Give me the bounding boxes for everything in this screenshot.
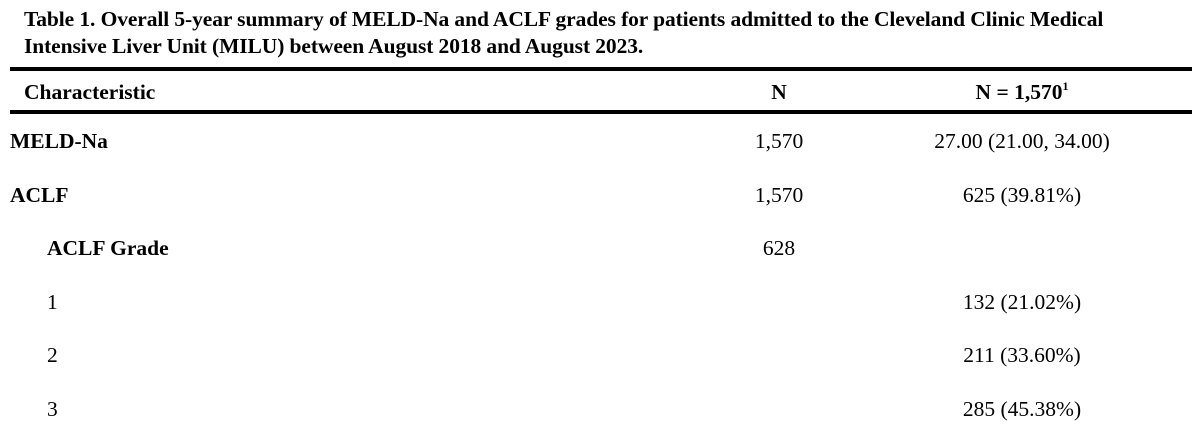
row-value-grade-3: 285 (45.38%) [962,397,1082,421]
table-caption: Table 1. Overall 5-year summary of MELD-Na and ACLF grades for patients admitted to the Cleveland Clinic Medical Intensive Liver Unit (MILU) between August 2018 and August 2023. [24,7,1104,58]
header-total [860,79,1184,105]
row-value-grade-2: 211 (33.60%) [963,343,1081,367]
row-label-aclf-grade: ACLF Grade [47,236,169,260]
row-label-grade-2: 2 [47,343,58,367]
header-characteristic: Characteristic [24,80,156,104]
row-value-aclf: 625 (39.81%) [962,183,1082,207]
table-header-rule [10,110,1192,114]
row-label-grade-3: 3 [47,397,58,421]
header-total-label: N = 1,570 [975,80,1063,104]
row-value-grade-1: 132 (21.02%) [962,290,1082,314]
row-label-aclf: ACLF [10,183,69,207]
header-total-footnote: 1 [1062,78,1069,93]
row-n-meld-na: 1,570 [754,129,804,153]
row-n-aclf-grade: 628 [762,236,796,260]
header-n: N [771,80,787,104]
row-n-aclf: 1,570 [754,183,804,207]
row-label-grade-1: 1 [47,290,58,314]
row-value-meld-na: 27.00 (21.00, 34.00) [934,129,1110,153]
table-top-rule [10,67,1192,71]
row-label-meld-na: MELD-Na [10,129,108,153]
